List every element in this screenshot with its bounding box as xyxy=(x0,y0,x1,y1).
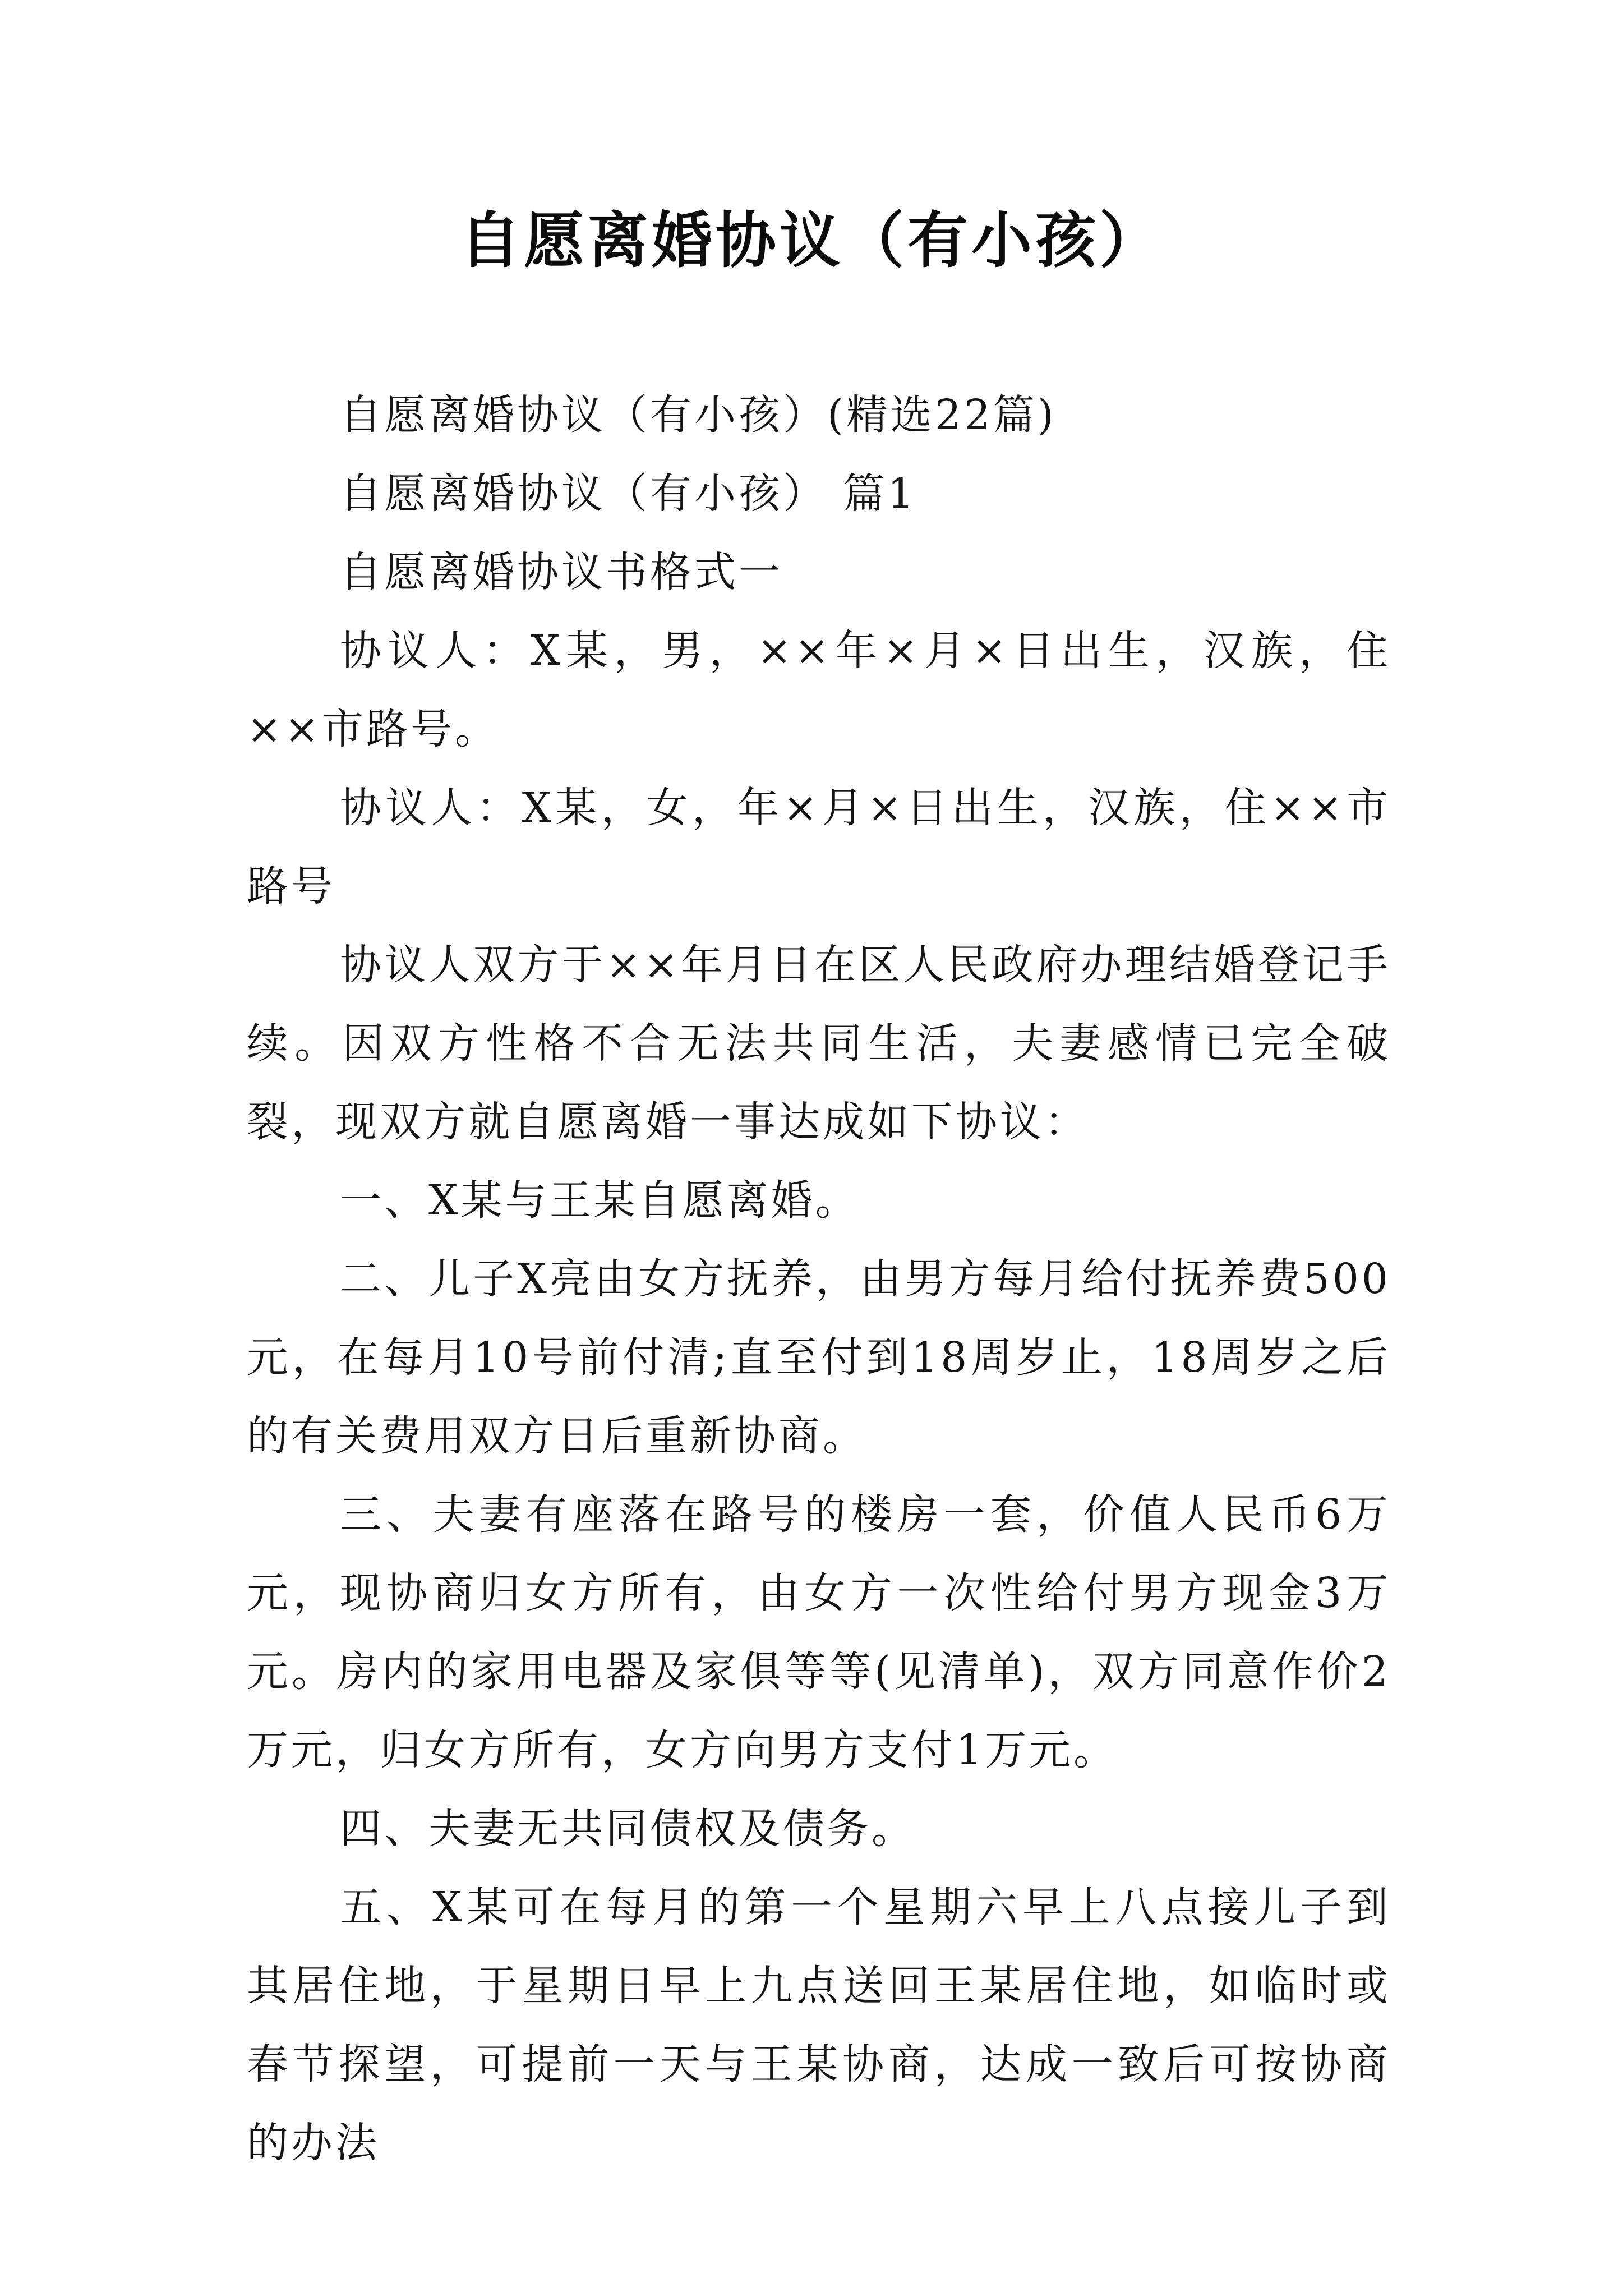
paragraph-clause-4: 四、夫妻无共同债权及债务。 xyxy=(340,1805,916,1853)
paragraph-format-heading: 自愿离婚协议书格式一 xyxy=(340,548,783,596)
paragraph-clause-3: 三、夫妻有座落在路号的楼房一套，价值人民币6万元，现协商归女方所有，由女方一次性给付男方现金3万元。房内的家用电器及家俱等等(见清单)，双方同意作价2万元，归女方所有，女方向男方支付1万元。 xyxy=(247,1490,1391,1774)
paragraph-party-male: 协议人：X某，男，××年×月×日出生，汉族，住××市路号。 xyxy=(247,627,1391,753)
paragraph-collection-heading: 自愿离婚协议（有小孩）(精选22篇) xyxy=(340,391,1057,439)
document-title: 自愿离婚协议（有小孩） xyxy=(459,206,1163,276)
paragraph-clause-5: 五、X某可在每月的第一个星期六早上八点接儿子到其居住地，于星期日早上九点送回王某居住地，如临时或春节探望，可提前一天与王某协商，达成一致后可按协商的办法 xyxy=(247,1883,1391,2167)
paragraph-article-heading: 自愿离婚协议（有小孩） 篇1 xyxy=(340,470,917,518)
paragraph-clause-2: 二、儿子X亮由女方抚养，由男方每月给付抚养费500元，在每月10号前付清;直至付到18周岁止，18周岁之后的有关费用双方日后重新协商。 xyxy=(247,1255,1391,1460)
paragraph-clause-1: 一、X某与王某自愿离婚。 xyxy=(340,1176,860,1225)
paragraph-party-female: 协议人：X某，女，年×月×日出生，汉族，住××市路号 xyxy=(247,784,1391,910)
paragraph-preamble: 协议人双方于××年月日在区人民政府办理结婚登记手续。因双方性格不合无法共同生活，夫妻感情已完全破裂，现双方就自愿离婚一事达成如下协议： xyxy=(247,941,1391,1146)
document-body xyxy=(247,376,1391,2182)
